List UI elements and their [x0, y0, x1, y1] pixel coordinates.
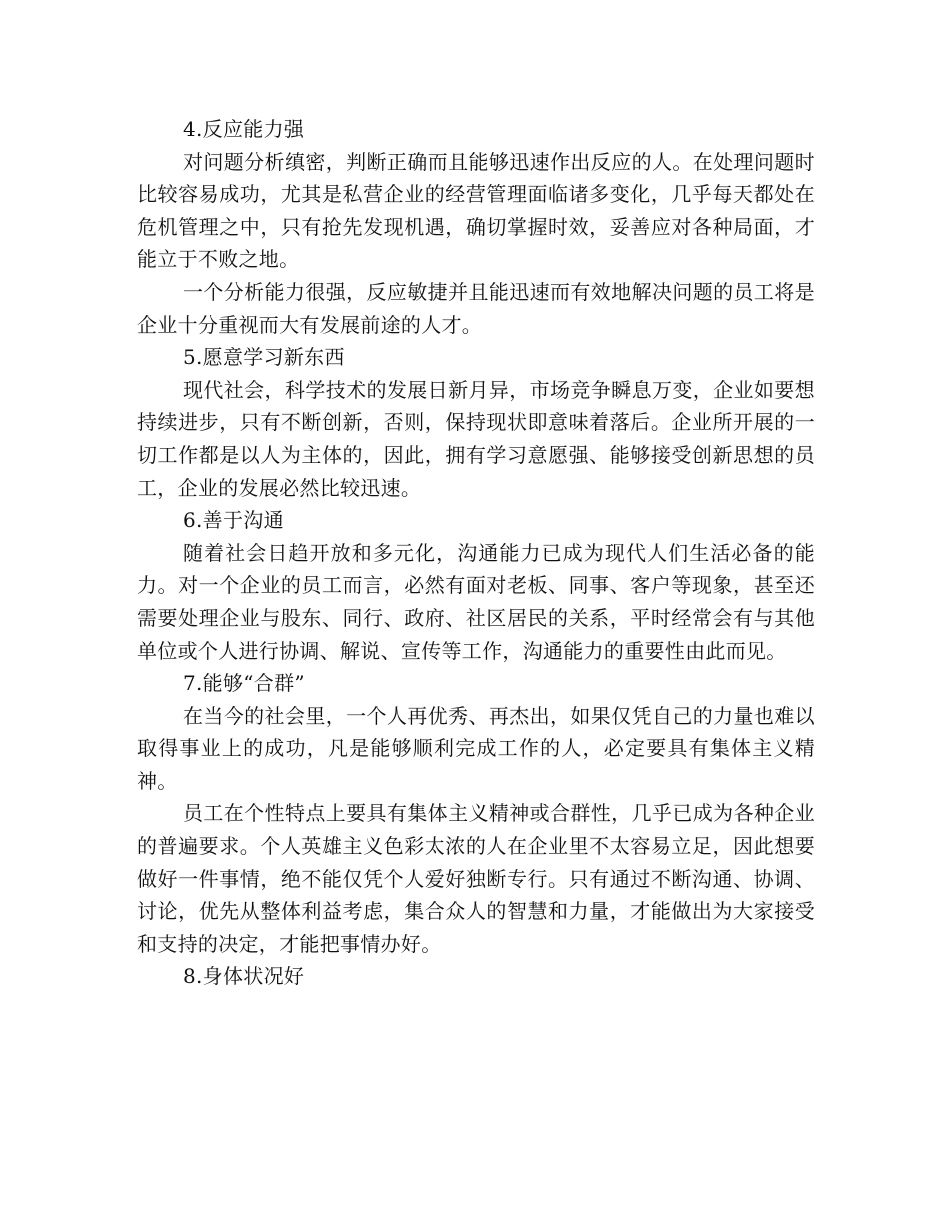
paragraph: 随着社会日趋开放和多元化，沟通能力已成为现代人们生活必备的能力。对一个企业的员工而言，必然有面对老板、同事、客户等现象，甚至还需要处理企业与股东、同行、政府、社区居民的关系，平时经常会有与其他单位或个人进行协调、解说、宣传等工作，沟通能力的重要性由此而见。	[137, 540, 815, 663]
paragraph: 员工在个性特点上要具有集体主义精神或合群性，几乎已成为各种企业的普遍要求。个人英雄主义色彩太浓的人在企业里不太容易立足，因此想要做好一件事情，绝不能仅凭个人爱好独断专行。只有通过不断沟通、协调、讨论，优先从整体利益考虑，集合众人的智慧和力量，才能做出为大家接受和支持的决定，才能把事情办好。	[137, 801, 815, 956]
section-heading-5: 5.愿意学习新东西	[183, 345, 345, 370]
paragraph: 在当今的社会里，一个人再优秀、再杰出，如果仅凭自己的力量也难以取得事业上的成功，凡是能够顺利完成工作的人，必定要具有集体主义精神。	[137, 703, 815, 793]
section-heading-4: 4.反应能力强	[183, 117, 305, 141]
section-heading-7: 7.能够“合群”	[183, 671, 305, 696]
section-heading-8: 8.身体状况好	[183, 964, 305, 989]
paragraph: 对问题分析缜密，判断正确而且能够迅速作出反应的人。在处理问题时比较容易成功，尤其是私营企业的经营管理面临诸多变化，几乎每天都处在危机管理之中，只有抢先发现机遇，确切掌握时效，妥善应对各种局面，才能立于不败之地。	[137, 149, 815, 272]
paragraph: 现代社会，科学技术的发展日新月异，市场竞争瞬息万变，企业如要想持续进步，只有不断创新，否则，保持现状即意味着落后。企业所开展的一切工作都是以人为主体的，因此，拥有学习意愿强、能够接受创新思想的员工，企业的发展必然比较迅速。	[137, 377, 815, 500]
document-body	[137, 113, 815, 993]
paragraph: 一个分析能力很强，反应敏捷并且能迅速而有效地解决问题的员工将是企业十分重视而大有发展前途的人才。	[137, 279, 815, 337]
section-heading-6: 6.善于沟通	[183, 508, 284, 533]
